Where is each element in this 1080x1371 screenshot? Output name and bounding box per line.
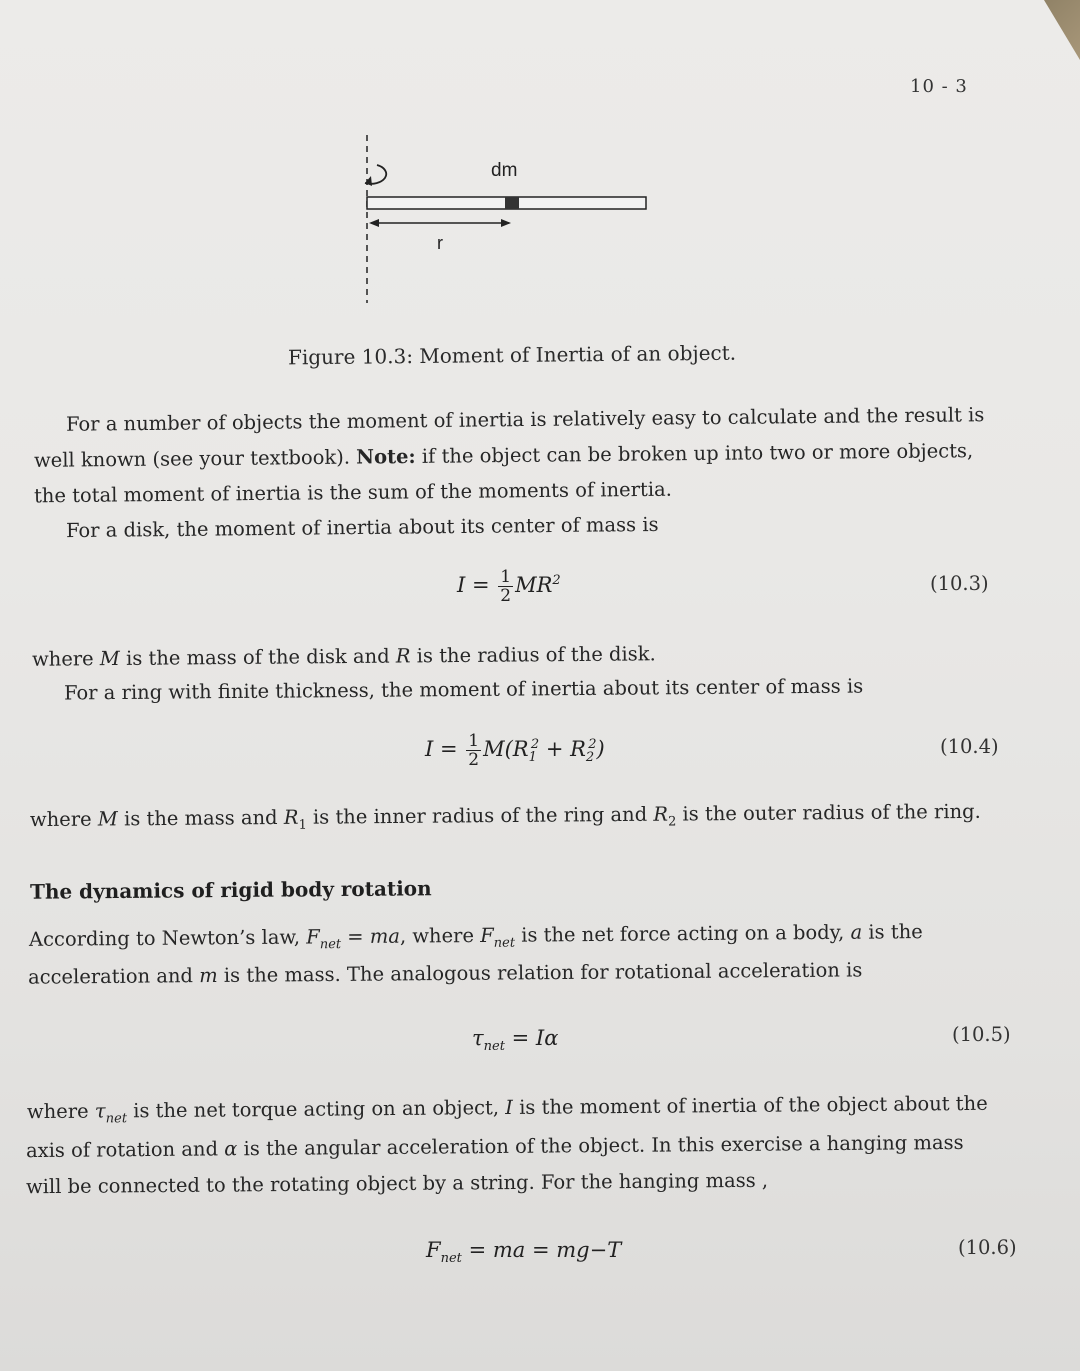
arrowhead-right-icon <box>501 219 511 227</box>
equation-number-10-6: (10.6) <box>958 1236 1017 1259</box>
para2-line1: where M is the mass of the disk and R is the radius of the disk. <box>31 642 656 671</box>
equation-10-5: $\tau_{net} = I\alpha$ <box>472 1026 559 1055</box>
para5-line2: axis of rotation and α is the angular acceleration of the object. In this exercise a hanging mass <box>25 1130 964 1163</box>
section-heading: The dynamics of rigid body rotation <box>29 876 432 904</box>
equation-10-3: I = $\frac{1}{2}$ $MR^2$ <box>457 567 561 606</box>
figure-caption: Figure 10.3: Moment of Inertia of an object. <box>287 340 737 370</box>
para5-line1: where $\tau_{net}$ is the net torque acting on an object, I is the moment of inertia of the object about the <box>26 1091 988 1127</box>
para3-line1: where M is the mass and $R_1$ is the inner radius of the ring and $R_2$ is the outer radius of the ring. <box>29 799 981 833</box>
equation-number-10-3: (10.3) <box>930 572 989 595</box>
arrowhead-left-icon <box>369 219 379 227</box>
equation-10-6: $F_{net}$ = ma = mg−T <box>426 1238 622 1267</box>
para1-line2: well known (see your textbook). Note: if the object can be broken up into two or more objects, <box>33 439 974 472</box>
page-number: 10 - 3 <box>910 76 968 97</box>
label-dm: dm <box>491 160 518 181</box>
para2-line2: For a ring with finite thickness, the moment of inertia about its center of mass is <box>63 674 864 705</box>
equation-number-10-5: (10.5) <box>952 1023 1011 1046</box>
equation-10-4: I = $\frac{1}{2}$ $M(R_1^2 + R_2^2)$ <box>425 731 605 770</box>
para4-line1: According to Newton’s law, $F_{net}$ = ma, where $F_{net}$ is the net force acting on a body, a is the <box>28 920 923 953</box>
label-r: r <box>437 233 443 253</box>
para1-line3: the total moment of inertia is the sum of the moments of inertia. <box>33 477 672 508</box>
para1-line1: For a number of objects the moment of inertia is relatively easy to calculate and the result is <box>65 403 985 436</box>
mass-element-dm <box>505 197 519 209</box>
equation-number-10-4: (10.4) <box>940 735 999 758</box>
para5-line3: will be connected to the rotating object by a string. For the hanging mass , <box>25 1168 769 1199</box>
rotation-arrowhead-icon <box>365 176 372 186</box>
para4-line2: acceleration and m is the mass. The analogous relation for rotational acceleration is <box>27 958 863 989</box>
para1-line4: For a disk, the moment of inertia about its center of mass is <box>65 512 659 543</box>
